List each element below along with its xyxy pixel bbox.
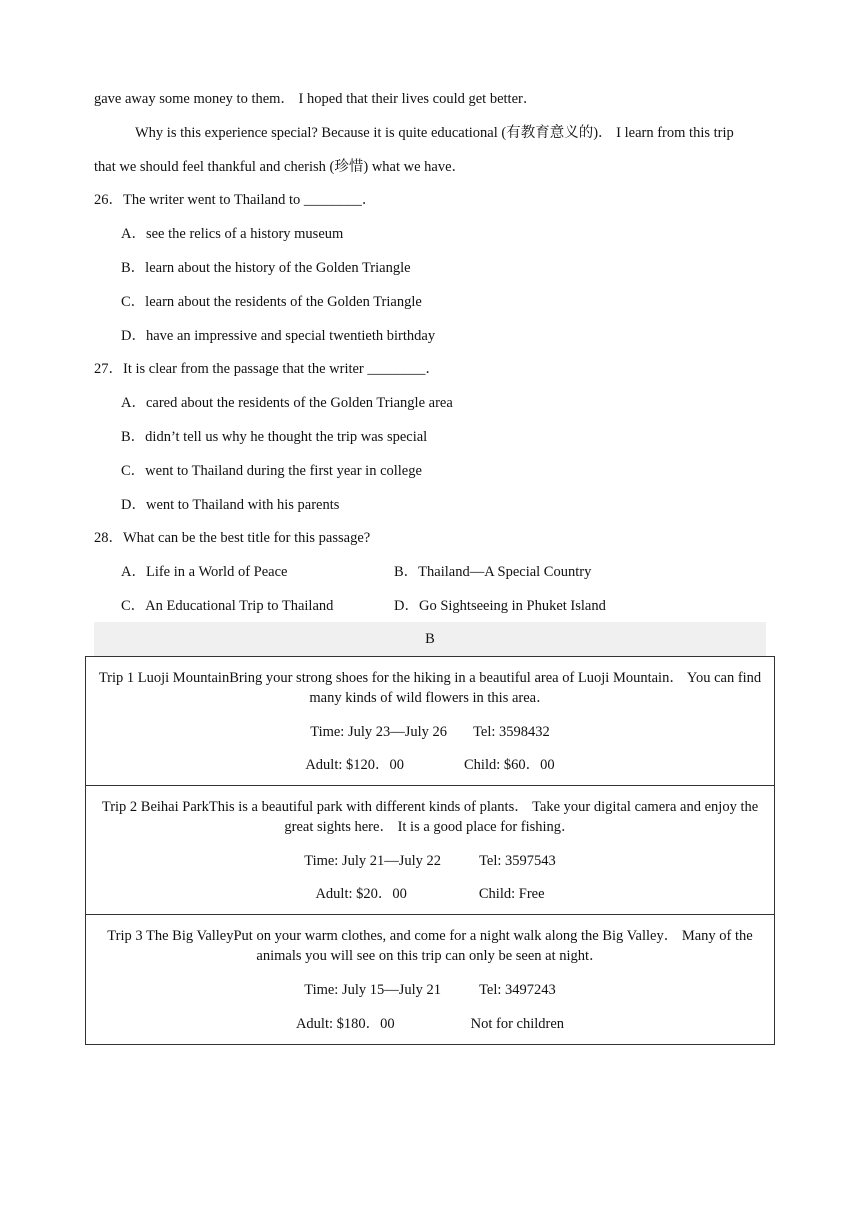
trip-tel: Tel: 3598432 xyxy=(473,723,550,740)
trip-table xyxy=(85,656,775,1045)
child-price: Not for children xyxy=(470,1015,565,1032)
option-28-a[interactable]: A．Life in a World of Peace xyxy=(121,564,288,580)
trip-price-row xyxy=(86,884,774,904)
adult-price: Adult: $20．00 xyxy=(315,886,407,903)
child-price: Child: Free xyxy=(478,886,545,903)
section-header: B xyxy=(94,622,766,657)
trip-schedule-row xyxy=(86,722,774,742)
question-stem-26: 26．The writer went to Thailand to ________． xyxy=(94,192,377,208)
trip-schedule-row xyxy=(86,851,774,871)
adult-price: Adult: $120．00 xyxy=(305,757,405,774)
option-28-b[interactable]: B．Thailand—A Special Country xyxy=(394,564,592,580)
trip-price-row xyxy=(86,755,774,775)
question-stem-27: 27．It is clear from the passage that the writer ________． xyxy=(94,361,440,377)
trip-time: Time: July 15—July 21 xyxy=(304,981,442,998)
trip-tel: Tel: 3597543 xyxy=(479,852,556,869)
trip-description: Trip 3 The Big ValleyPut on your warm clothes, and come for a night walk along the Big Valley． Many of the animals you will see on this trip can only be seen at night． xyxy=(107,928,753,965)
trip-description: Trip 2 Beihai ParkThis is a beautiful park with different kinds of plants． Take your digital camera and enjoy the great sights here． It is a good place for fishing． xyxy=(101,799,759,836)
option-27-d[interactable]: D．went to Thailand with his parents xyxy=(121,497,340,513)
trip-schedule-row xyxy=(86,980,774,1000)
trip-price-row xyxy=(86,1014,774,1034)
trip-time: Time: July 23—July 26 xyxy=(310,723,448,740)
option-27-a[interactable]: A．cared about the residents of the Golden Triangle area xyxy=(121,395,453,411)
trip-card xyxy=(86,914,774,1043)
option-27-b[interactable]: B．didn’t tell us why he thought the trip was special xyxy=(121,429,428,445)
passage-line: that we should feel thankful and cherish (珍惜) what we have． xyxy=(94,159,467,175)
passage-line: gave away some money to them． I hoped that their lives could get better． xyxy=(94,91,538,107)
trip-description: Trip 1 Luoji MountainBring your strong shoes for the hiking in a beautiful area of Luoji Mountain． You can find many kinds of wild flowers in this area． xyxy=(98,670,762,706)
trip-time: Time: July 21—July 22 xyxy=(304,852,442,869)
option-26-b[interactable]: B．learn about the history of the Golden Triangle xyxy=(121,260,411,276)
trip-tel: Tel: 3497243 xyxy=(479,981,556,998)
trip-card xyxy=(86,657,774,785)
option-27-c[interactable]: C．went to Thailand during the first year in college xyxy=(121,463,422,479)
passage-line: Why is this experience special? Because it is quite educational (有教育意义的)． I learn from this trip xyxy=(135,125,734,141)
option-28-c[interactable]: C．An Educational Trip to Thailand xyxy=(121,598,334,614)
trip-card xyxy=(86,785,774,914)
question-stem-28: 28．What can be the best title for this passage? xyxy=(94,530,371,546)
option-26-a[interactable]: A．see the relics of a history museum xyxy=(121,226,344,242)
option-26-d[interactable]: D．have an impressive and special twentieth birthday xyxy=(121,328,436,344)
option-28-d[interactable]: D．Go Sightseeing in Phuket Island xyxy=(394,598,606,614)
child-price: Child: $60．00 xyxy=(464,757,555,774)
option-26-c[interactable]: C．learn about the residents of the Golden Triangle xyxy=(121,294,422,310)
adult-price: Adult: $180．00 xyxy=(295,1015,395,1032)
